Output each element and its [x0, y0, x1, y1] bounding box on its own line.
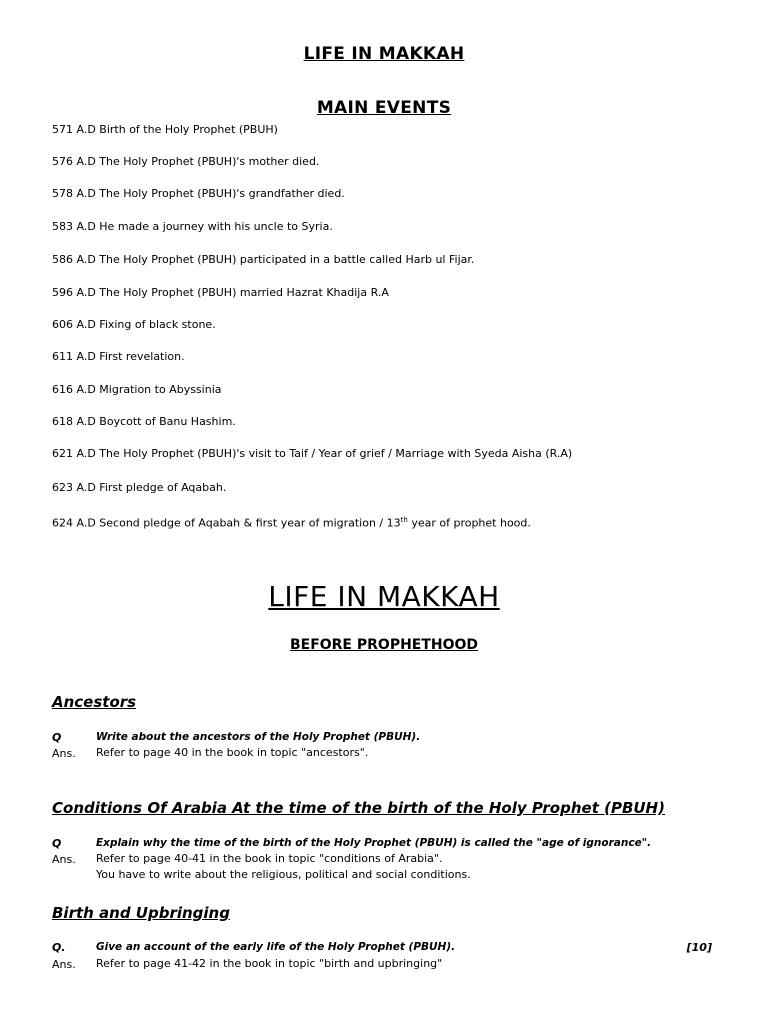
- page-subtitle: MAIN EVENTS: [316, 98, 452, 118]
- event-text: 624 A.D Second pledge of Aqabah & first year of migration / 13: [52, 516, 401, 530]
- section-subtitle: BEFORE PROPHETHOOD: [289, 637, 479, 653]
- ancestors-heading: Ancestors: [52, 693, 137, 711]
- answer-text: Refer to page 40-41 in the book in topic "conditions of Arabia".: [96, 852, 443, 865]
- page-title: LIFE IN MAKKAH: [303, 44, 465, 64]
- question-text: Write about the ancestors of the Holy Prophet (PBUH).: [96, 731, 421, 743]
- event-item: 586 A.D The Holy Prophet (PBUH) participated in a battle called Harb ul Fijar.: [52, 253, 475, 266]
- event-item: 583 A.D He made a journey with his uncle to Syria.: [52, 220, 333, 233]
- superscript: th: [400, 516, 408, 524]
- answer-text: Refer to page 41-42 in the book in topic "birth and upbringing": [96, 957, 443, 970]
- question-label: Q: [52, 731, 62, 744]
- event-item: 606 A.D Fixing of black stone.: [52, 318, 216, 331]
- section-title: LIFE IN MAKKAH: [268, 580, 500, 613]
- birth-heading: Birth and Upbringing: [52, 904, 230, 922]
- event-text: year of prophet hood.: [407, 516, 531, 530]
- event-item: 621 A.D The Holy Prophet (PBUH)'s visit to Taif / Year of grief / Marriage with Syeda Aisha (R.A): [52, 447, 573, 460]
- event-item: 596 A.D The Holy Prophet (PBUH) married Hazrat Khadija R.A: [52, 286, 389, 299]
- event-item: 616 A.D Migration to Abyssinia: [52, 383, 222, 396]
- event-item: 576 A.D The Holy Prophet (PBUH)'s mother died.: [52, 155, 320, 168]
- answer-label: Ans.: [52, 853, 76, 866]
- event-item: [52, 513, 531, 531]
- answer-text: You have to write about the religious, political and social conditions.: [96, 868, 471, 881]
- event-item: 618 A.D Boycott of Banu Hashim.: [52, 415, 236, 428]
- event-item: 578 A.D The Holy Prophet (PBUH)'s grandfather died.: [52, 187, 345, 200]
- conditions-heading: Conditions Of Arabia At the time of the birth of the Holy Prophet (PBUH): [52, 799, 665, 817]
- event-item: 571 A.D Birth of the Holy Prophet (PBUH): [52, 123, 278, 136]
- question-text: Give an account of the early life of the Holy Prophet (PBUH).: [96, 941, 456, 953]
- answer-label: Ans.: [52, 958, 76, 971]
- question-text: Explain why the time of the birth of the Holy Prophet (PBUH) is called the "age of ignorance".: [96, 837, 652, 849]
- question-label: Q: [52, 837, 62, 850]
- answer-label: Ans.: [52, 747, 76, 760]
- event-item: 623 A.D First pledge of Aqabah.: [52, 481, 227, 494]
- event-item: 611 A.D First revelation.: [52, 350, 185, 363]
- answer-text: Refer to page 40 in the book in topic "ancestors".: [96, 746, 369, 759]
- question-label: Q.: [52, 941, 66, 954]
- marks: [10]: [686, 941, 712, 954]
